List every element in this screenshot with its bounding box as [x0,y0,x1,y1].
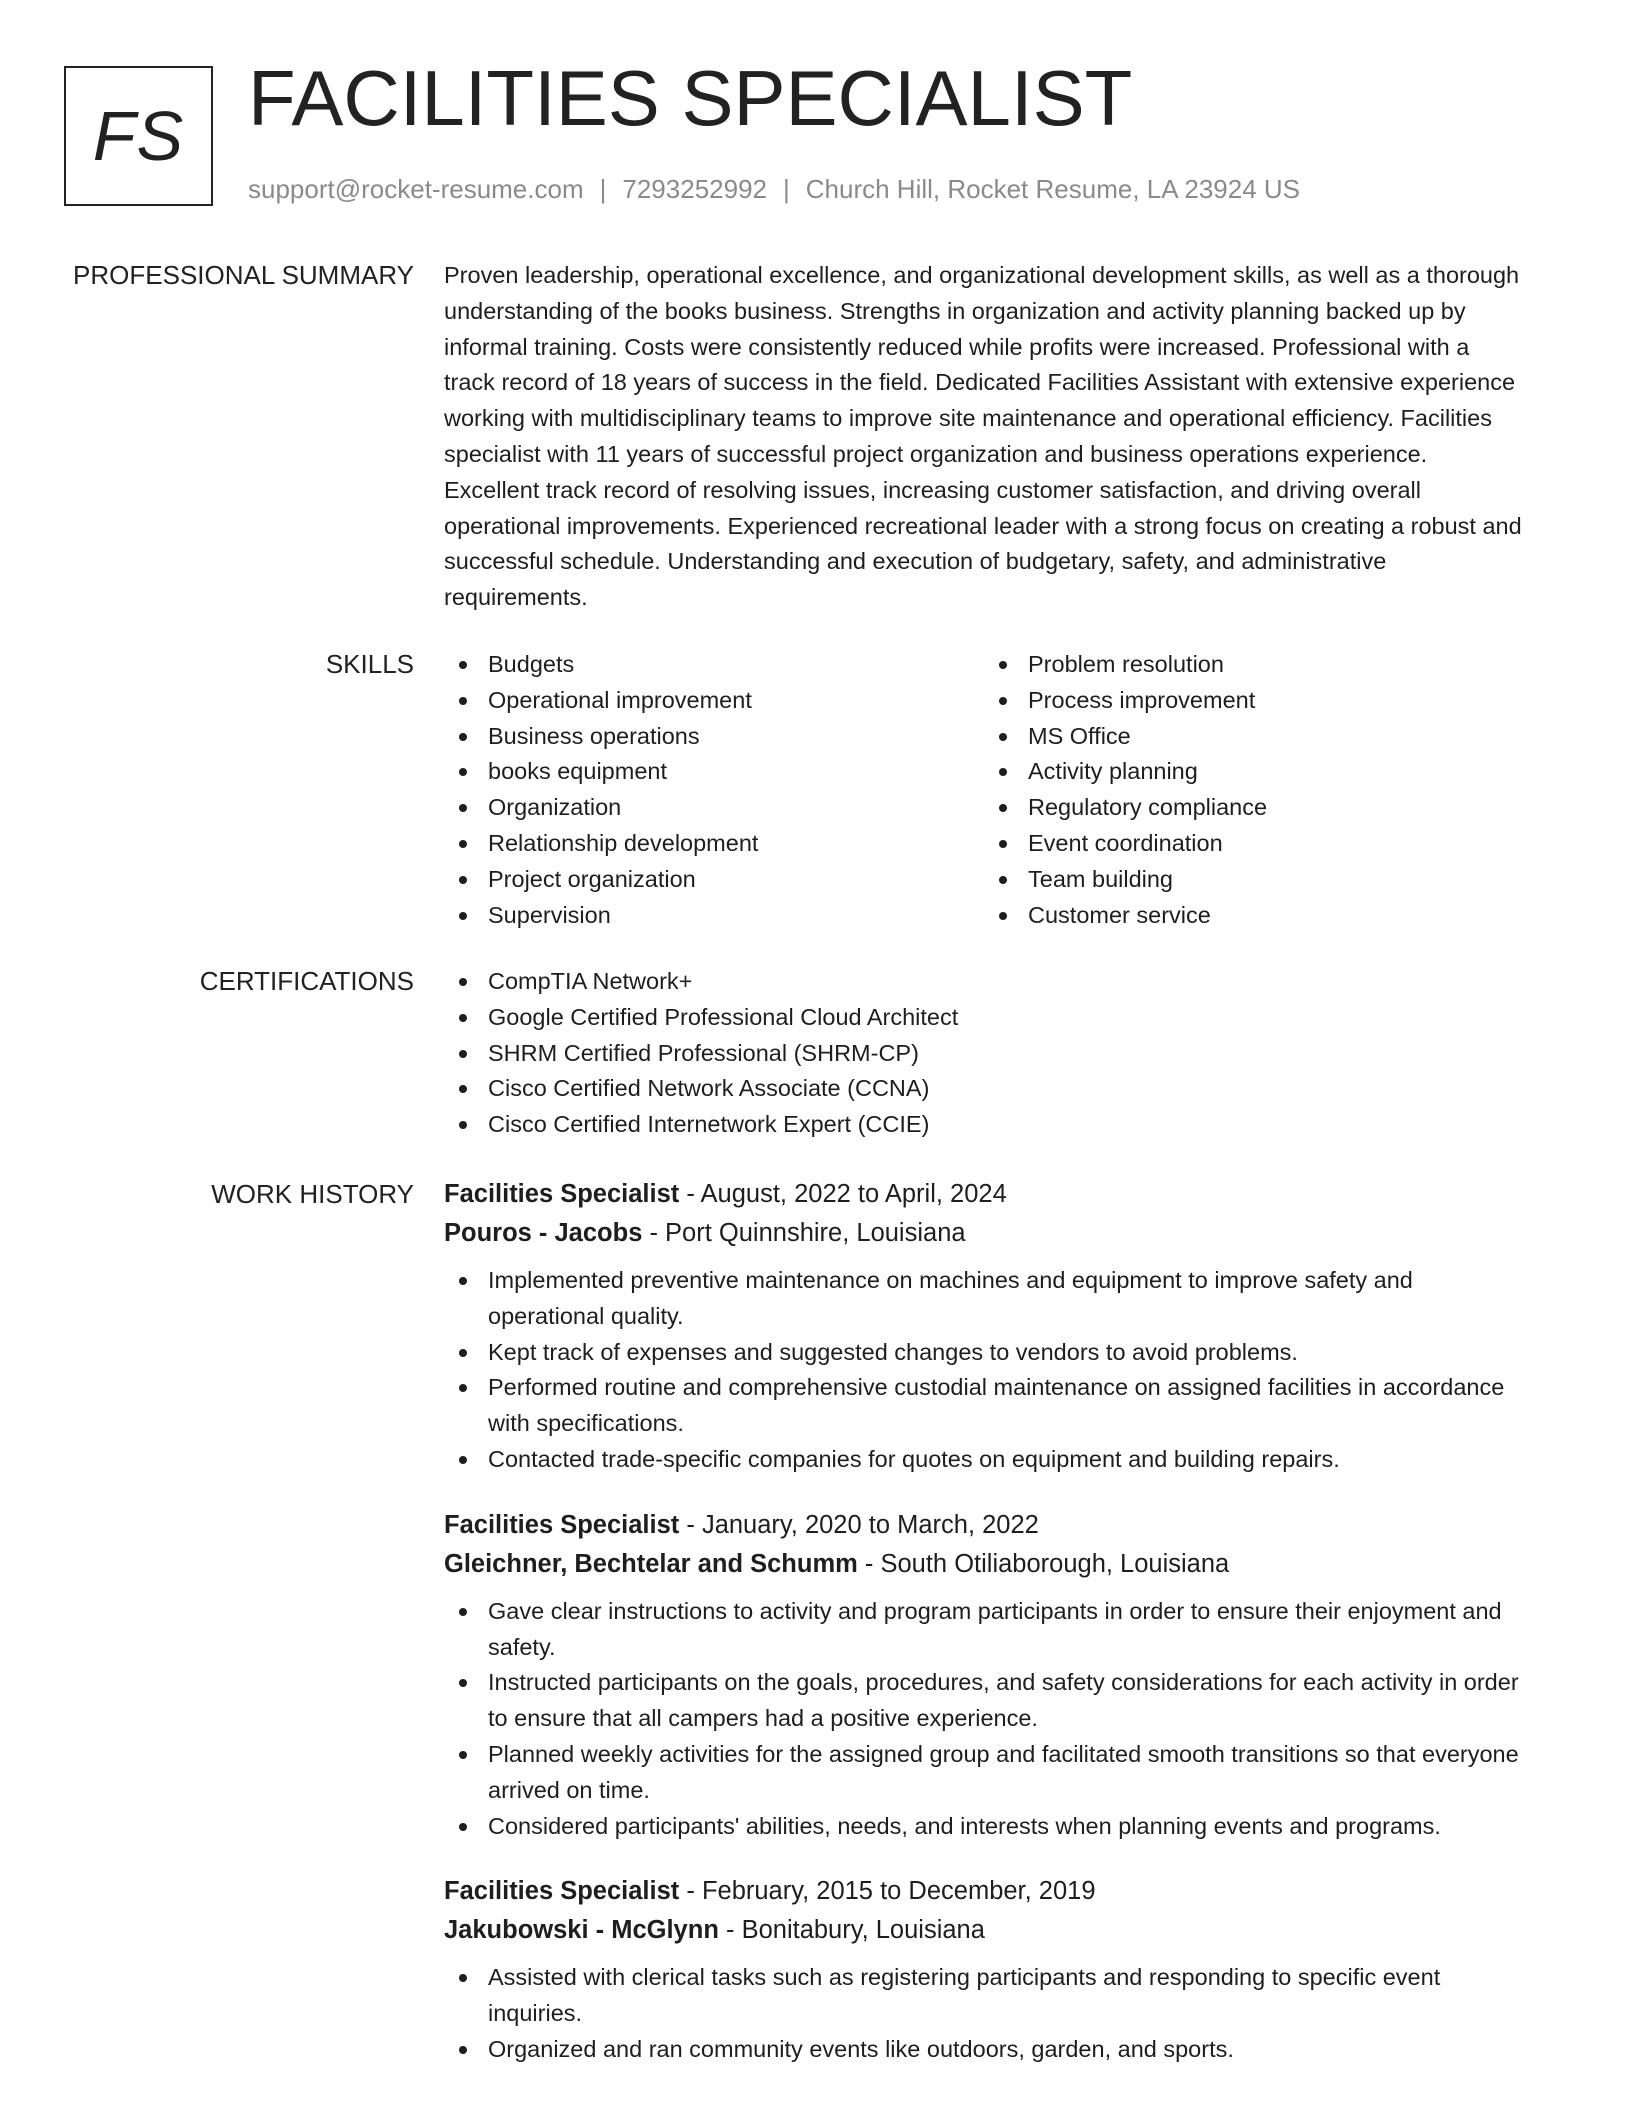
contact-separator: | [783,174,790,204]
contact-phone[interactable]: 7293252992 [622,174,767,204]
job-dates: - February, 2015 to December, 2019 [679,1877,1096,1906]
job-bullet: Contacted trade-specific companies for quotes on equipment and building repairs. [444,1442,1524,1478]
work-history-heading: WORK HISTORY [211,1179,414,1209]
job-bullet: Implemented preventive maintenance on machines and equipment to improve safety and operational quality. [444,1263,1524,1335]
job-bullet: Organized and ran community events like outdoors, garden, and sports. [444,2032,1524,2068]
job-bullets [444,1263,1524,1478]
job-title: Facilities Specialist [444,1180,680,1208]
job-company-line [444,1911,1524,1950]
job-title-line [444,1872,1524,1911]
page-title: FACILITIES SPECIALIST [248,54,1133,142]
job-dates: - January, 2020 to March, 2022 [679,1510,1039,1539]
skills-body [444,647,1524,933]
certifications-list [444,964,1524,1143]
skills-list-right [984,647,1524,933]
skill-item: Budgets [444,647,984,683]
job-title: Facilities Specialist [444,1877,680,1906]
summary-text: Proven leadership, operational excellence, and organizational development skills, as well as a thorough understanding of the books business. Strengths in organization and activity planning backed up by informal training. Costs were consistently reduced while profits were increased. Professional with a track record of 18 years of success in the field. Dedicated Facilities Assistant with extensive experience working with multidisciplinary teams to improve site maintenance and operational efficiency. Facilities specialist with 11 years of successful project organization and business operations experience. Excellent track record of resolving issues, increasing customer satisfaction, and driving overall operational improvements. Experienced recreational leader with a strong focus on creating a robust and successful schedule. Understanding and execution of budgetary, safety, and administrative requirements. [444,262,1522,611]
certifications-body [444,964,1524,1143]
skill-item: Activity planning [984,754,1524,790]
job-company-line [444,1214,1524,1253]
job-location: - Bonitabury, Louisiana [718,1916,985,1945]
job-location: - South Otiliaborough, Louisiana [857,1549,1230,1578]
job-entry [444,1175,1524,1478]
summary-heading: PROFESSIONAL SUMMARY [73,260,414,290]
job-bullet: Performed routine and comprehensive custodial maintenance on assigned facilities in accordance with specifications. [444,1370,1524,1442]
job-bullet: Considered participants' abilities, needs, and interests when planning events and programs. [444,1809,1524,1845]
skill-item: Organization [444,790,984,826]
certification-item: Cisco Certified Network Associate (CCNA) [444,1071,1524,1107]
skill-item: Event coordination [984,826,1524,862]
skill-item: Supervision [444,898,984,934]
job-title: Facilities Specialist [444,1510,680,1539]
contact-separator: | [599,174,607,204]
job-company: Gleichner, Bechtelar and Schumm [444,1549,858,1578]
skill-item: Relationship development [444,826,984,862]
job-bullets [444,1594,1524,1845]
job-bullet: Instructed participants on the goals, procedures, and safety considerations for each activity in order to ensure that all campers had a positive experience. [444,1665,1524,1737]
summary-body [444,258,1524,616]
job-title-line [444,1175,1524,1214]
skill-item: MS Office [984,719,1524,755]
contact-line [248,174,1300,205]
job-company: Jakubowski - McGlynn [444,1916,719,1945]
contact-address: Church Hill, Rocket Resume, LA 23924 US [805,174,1300,204]
job-company-line [444,1545,1524,1584]
skill-item: Team building [984,862,1524,898]
skill-item: Customer service [984,898,1524,934]
certification-item: CompTIA Network+ [444,964,1524,1000]
monogram-initials: FS [92,97,185,175]
monogram-box [64,66,213,206]
skill-item: Problem resolution [984,647,1524,683]
skills-heading: SKILLS [325,649,414,679]
job-title-line [444,1506,1524,1545]
skill-item: Process improvement [984,683,1524,719]
job-bullet: Gave clear instructions to activity and program participants in order to ensure their enjoyment and safety. [444,1594,1524,1666]
contact-email[interactable]: support@rocket-resume.com [248,174,584,204]
skills-list-left [444,647,984,933]
skill-item: Operational improvement [444,683,984,719]
job-bullets [444,1960,1524,2067]
job-company: Pouros - Jacobs [444,1219,643,1247]
certification-item: Google Certified Professional Cloud Architect [444,1000,1524,1036]
skill-item: Project organization [444,862,984,898]
job-bullet: Planned weekly activities for the assigned group and facilitated smooth transitions so that everyone arrived on time. [444,1737,1524,1809]
job-entry [444,1506,1524,1845]
certification-item: Cisco Certified Internetwork Expert (CCIE) [444,1107,1524,1143]
job-location: - Port Quinnshire, Louisiana [642,1219,966,1247]
work-history-body [444,1175,1524,2068]
job-dates: - August, 2022 to April, 2024 [679,1180,1007,1208]
job-entry [444,1872,1524,2067]
job-bullet: Kept track of expenses and suggested changes to vendors to avoid problems. [444,1335,1524,1371]
skill-item: books equipment [444,754,984,790]
skill-item: Regulatory compliance [984,790,1524,826]
job-bullet: Assisted with clerical tasks such as registering participants and responding to specific event inquiries. [444,1960,1524,2032]
skill-item: Business operations [444,719,984,755]
certifications-heading: CERTIFICATIONS [199,966,414,996]
certification-item: SHRM Certified Professional (SHRM-CP) [444,1036,1524,1072]
